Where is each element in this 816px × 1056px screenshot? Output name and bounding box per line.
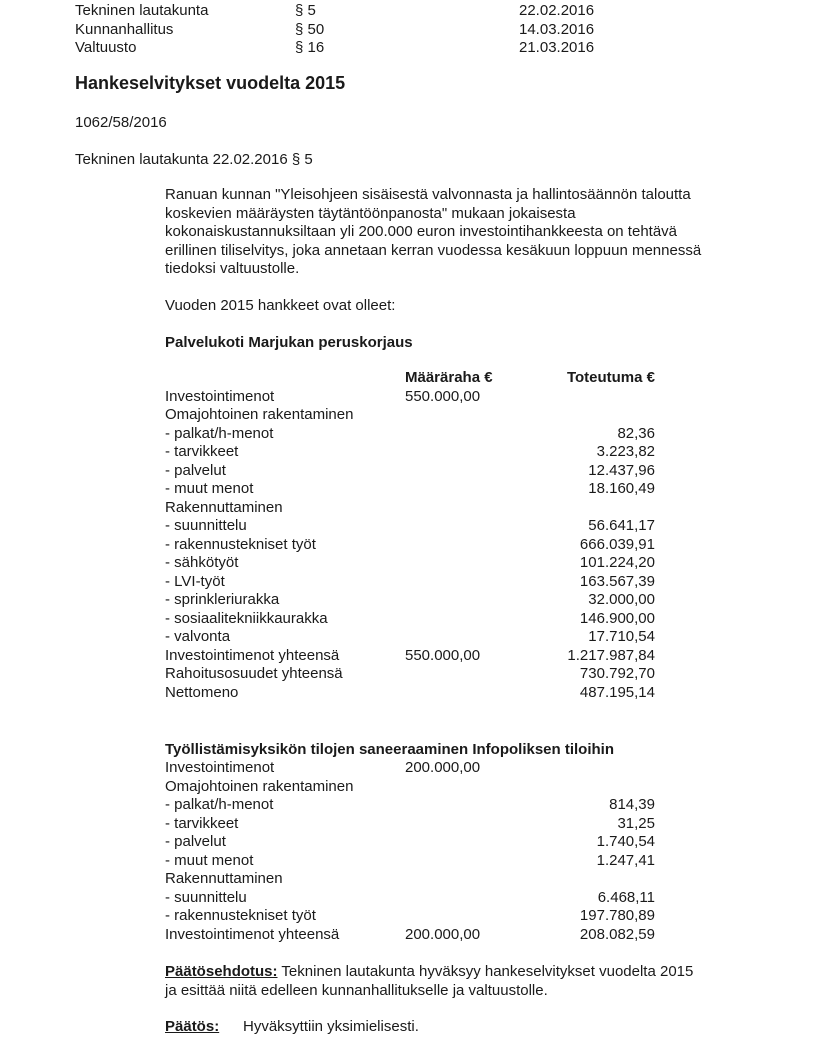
cost-row-budget-value xyxy=(405,833,500,852)
project1-title: Palvelukoti Marjukan peruskorjaus xyxy=(165,334,413,351)
cost-row-budget-value xyxy=(405,480,500,499)
cost-row xyxy=(165,443,655,462)
cost-row-budget-value xyxy=(405,425,500,444)
cost-row-label: - palvelut xyxy=(165,833,226,850)
cost-row xyxy=(165,406,655,425)
approval-row xyxy=(75,39,786,58)
intro-paragraph-line: kokonaiskustannuksiltaan yli 200.000 euron investointihankkeesta on tehtävä xyxy=(165,223,678,240)
cost-row-budget-value xyxy=(405,796,500,815)
cost-row-label: Investointimenot xyxy=(165,759,275,776)
cost-row-budget-value xyxy=(405,852,500,871)
cost-row-budget-value xyxy=(405,610,500,629)
cost-row-label: - tarvikkeet xyxy=(165,443,239,460)
cost-row xyxy=(165,480,655,499)
cost-row xyxy=(165,907,655,926)
cost-row-budget-value xyxy=(405,665,500,684)
cost-row-budget-value: 550.000,00 xyxy=(405,387,481,405)
projects-intro: Vuoden 2015 hankkeet ovat olleet: xyxy=(165,297,396,314)
project2-table xyxy=(165,759,655,944)
cost-row-label: - muut menot xyxy=(165,851,254,869)
cost-row xyxy=(165,833,655,852)
cost-row-actual-value: 666.039,91 xyxy=(579,535,655,553)
cost-row-actual-value xyxy=(500,499,655,518)
decision-proposal-text2: ja esittää niitä edelleen kunnanhallitukselle ja valtuustolle. xyxy=(165,981,548,999)
cost-row-budget-value xyxy=(405,684,500,703)
cost-row xyxy=(165,573,655,592)
cost-row-label: Omajohtoinen rakentaminen xyxy=(165,406,354,423)
cost-row-budget-value: 200.000,00 xyxy=(405,925,481,943)
approval-row xyxy=(75,21,786,40)
decision xyxy=(165,1018,419,1037)
cost-row-actual-value: 3.223,82 xyxy=(596,443,655,460)
cost-row xyxy=(165,425,655,444)
cost-row-actual-value: 6.468,11 xyxy=(597,888,655,906)
cost-row-budget-value xyxy=(405,554,500,573)
cost-row-label: - rakennustekniset työt xyxy=(165,535,316,553)
cost-row-budget-value xyxy=(405,573,500,592)
cost-row-label: - rakennustekniset työt xyxy=(165,907,316,924)
cost-row-budget-value xyxy=(405,499,500,518)
cost-row xyxy=(165,499,655,518)
cost-row-label: Rahoitusosuudet yhteensä xyxy=(165,665,343,682)
cost-row-label: - palkat/h-menot xyxy=(165,796,274,813)
cost-row-actual-value xyxy=(500,406,655,425)
intro-paragraph-line: erillinen tiliselvitys, joka annetaan kerran vuodessa kesäkuun loppuun mennessä xyxy=(165,241,702,259)
cost-row-label: - suunnittelu xyxy=(165,888,247,906)
cost-row-actual-value: 32.000,00 xyxy=(588,591,655,608)
cost-row-budget-value xyxy=(405,628,500,647)
cost-row-label: - tarvikkeet xyxy=(165,814,239,832)
cost-row-label: Investointimenot xyxy=(165,387,275,405)
cost-row xyxy=(165,554,655,573)
cost-row xyxy=(165,759,655,778)
cost-row-actual-value: 56.641,17 xyxy=(588,517,655,534)
cost-row-actual-value: 82,36 xyxy=(617,424,655,442)
project2-title: Työllistämisyksikön tilojen saneeraaminen Infopoliksen tiloihin xyxy=(165,741,614,758)
cost-row-actual-value xyxy=(500,388,655,407)
cost-row-label: Rakennuttaminen xyxy=(165,498,283,516)
decision-proposal-text1: Tekninen lautakunta hyväksyy hankeselvitykset vuodelta 2015 xyxy=(281,963,694,980)
decision-label: Päätös: xyxy=(165,1018,220,1035)
project1-table-header xyxy=(165,369,655,388)
cost-row-label: - palkat/h-menot xyxy=(165,424,274,442)
decision-proposal-label: Päätösehdotus: xyxy=(165,963,278,980)
cost-row-label: - suunnittelu xyxy=(165,517,247,534)
intro-paragraph-line: koskevien määräysten täytäntöönpanosta" mukaan jokaisesta xyxy=(165,204,576,222)
cost-row-actual-value: 730.792,70 xyxy=(579,665,655,682)
cost-row-label: - sosiaalitekniikkaurakka xyxy=(165,609,328,627)
cost-row-actual-value: 146.900,00 xyxy=(579,609,655,627)
cost-row-actual-value: 197.780,89 xyxy=(579,907,655,924)
cost-row-budget-value xyxy=(405,778,500,797)
cost-row-budget-value xyxy=(405,443,500,462)
cost-row-budget-value xyxy=(405,591,500,610)
cost-row-actual-value: 1.217.987,84 xyxy=(567,646,655,664)
approval-table xyxy=(75,2,786,58)
cost-row-actual-value: 12.437,96 xyxy=(588,461,655,479)
cost-row-label: - palvelut xyxy=(165,461,226,479)
intro-paragraph-line: tiedoksi valtuustolle. xyxy=(165,260,300,277)
cost-row-budget-value xyxy=(405,907,500,926)
cost-row-actual-value: 1.247,41 xyxy=(596,851,655,869)
cost-row-label: Omajohtoinen rakentaminen xyxy=(165,777,354,795)
cost-row-budget-value xyxy=(405,462,500,481)
cost-row-actual-value: 814,39 xyxy=(609,796,655,813)
cost-row-actual-value xyxy=(500,870,655,889)
page-title: Hankeselvitykset vuodelta 2015 xyxy=(75,73,346,93)
cost-row-label: Rakennuttaminen xyxy=(165,870,283,887)
decision-proposal xyxy=(165,963,810,1000)
cost-row-actual-value: 17.710,54 xyxy=(588,628,655,645)
cost-row-actual-value: 31,25 xyxy=(617,814,655,832)
cost-row-budget-value: 200.000,00 xyxy=(405,759,481,776)
cost-row xyxy=(165,796,655,815)
cost-row-budget-value xyxy=(405,406,500,425)
cost-row xyxy=(165,815,655,834)
cost-row-budget-value xyxy=(405,536,500,555)
cost-row-actual-value: 163.567,39 xyxy=(579,572,655,590)
cost-row-actual-value: 18.160,49 xyxy=(588,480,655,497)
cost-row xyxy=(165,388,655,407)
cost-row-label: - sähkötyöt xyxy=(165,554,239,571)
decision-proposal-line1 xyxy=(165,963,810,982)
cost-row-label: Investointimenot yhteensä xyxy=(165,646,340,664)
intro-paragraph xyxy=(165,186,805,279)
cost-row-label: Investointimenot yhteensä xyxy=(165,925,340,943)
approval-section-ref: § 16 xyxy=(295,39,325,56)
budget-column-header: Määräraha € xyxy=(405,369,493,386)
decision-text: Hyväksyttiin yksimielisesti. xyxy=(243,1018,419,1035)
approval-row xyxy=(75,2,786,21)
cost-row-label: Nettomeno xyxy=(165,683,239,701)
cost-row-budget-value xyxy=(405,870,500,889)
approval-date: 21.03.2016 xyxy=(519,39,595,56)
cost-row-actual-value: 1.740,54 xyxy=(596,833,655,850)
cost-row xyxy=(165,778,655,797)
approval-section-ref: § 50 xyxy=(295,20,325,38)
cost-row xyxy=(165,665,655,684)
cost-row-budget-value xyxy=(405,889,500,908)
cost-row xyxy=(165,628,655,647)
cost-row xyxy=(165,536,655,555)
cost-row-actual-value: 208.082,59 xyxy=(579,925,655,943)
cost-row-label: - muut menot xyxy=(165,480,254,497)
cost-row-label: - sprinkleriurakka xyxy=(165,591,280,608)
cost-row-label: - valvonta xyxy=(165,628,231,645)
cost-row xyxy=(165,684,655,703)
approval-date: 14.03.2016 xyxy=(519,20,595,38)
approval-body-name: Kunnanhallitus xyxy=(75,20,174,38)
case-number: 1062/58/2016 xyxy=(75,114,167,131)
cost-row xyxy=(165,889,655,908)
cost-row-actual-value xyxy=(500,778,655,797)
cost-row-actual-value: 487.195,14 xyxy=(579,683,655,701)
cost-row xyxy=(165,647,655,666)
cost-row-budget-value xyxy=(405,517,500,536)
cost-row-budget-value: 550.000,00 xyxy=(405,646,481,664)
cost-row-actual-value: 101.224,20 xyxy=(579,554,655,571)
cost-row-budget-value xyxy=(405,815,500,834)
meeting-reference: Tekninen lautakunta 22.02.2016 § 5 xyxy=(75,151,313,168)
cost-row-label: - LVI-työt xyxy=(165,572,225,590)
intro-paragraph-line: Ranuan kunnan "Yleisohjeen sisäisestä valvonnasta ja hallintosäännön taloutta xyxy=(165,186,691,203)
cost-row xyxy=(165,610,655,629)
cost-row xyxy=(165,852,655,871)
cost-row xyxy=(165,870,655,889)
label-column-header xyxy=(165,369,405,388)
approval-body-name: Tekninen lautakunta xyxy=(75,2,209,19)
approval-date: 22.02.2016 xyxy=(519,2,595,19)
actual-column-header: Toteutuma € xyxy=(566,369,655,386)
cost-row xyxy=(165,591,655,610)
project1-table xyxy=(165,369,655,702)
cost-row xyxy=(165,926,655,945)
approval-body-name: Valtuusto xyxy=(75,39,137,56)
cost-row-actual-value xyxy=(500,759,655,778)
cost-row xyxy=(165,462,655,481)
approval-section-ref: § 5 xyxy=(295,2,316,19)
cost-row xyxy=(165,517,655,536)
